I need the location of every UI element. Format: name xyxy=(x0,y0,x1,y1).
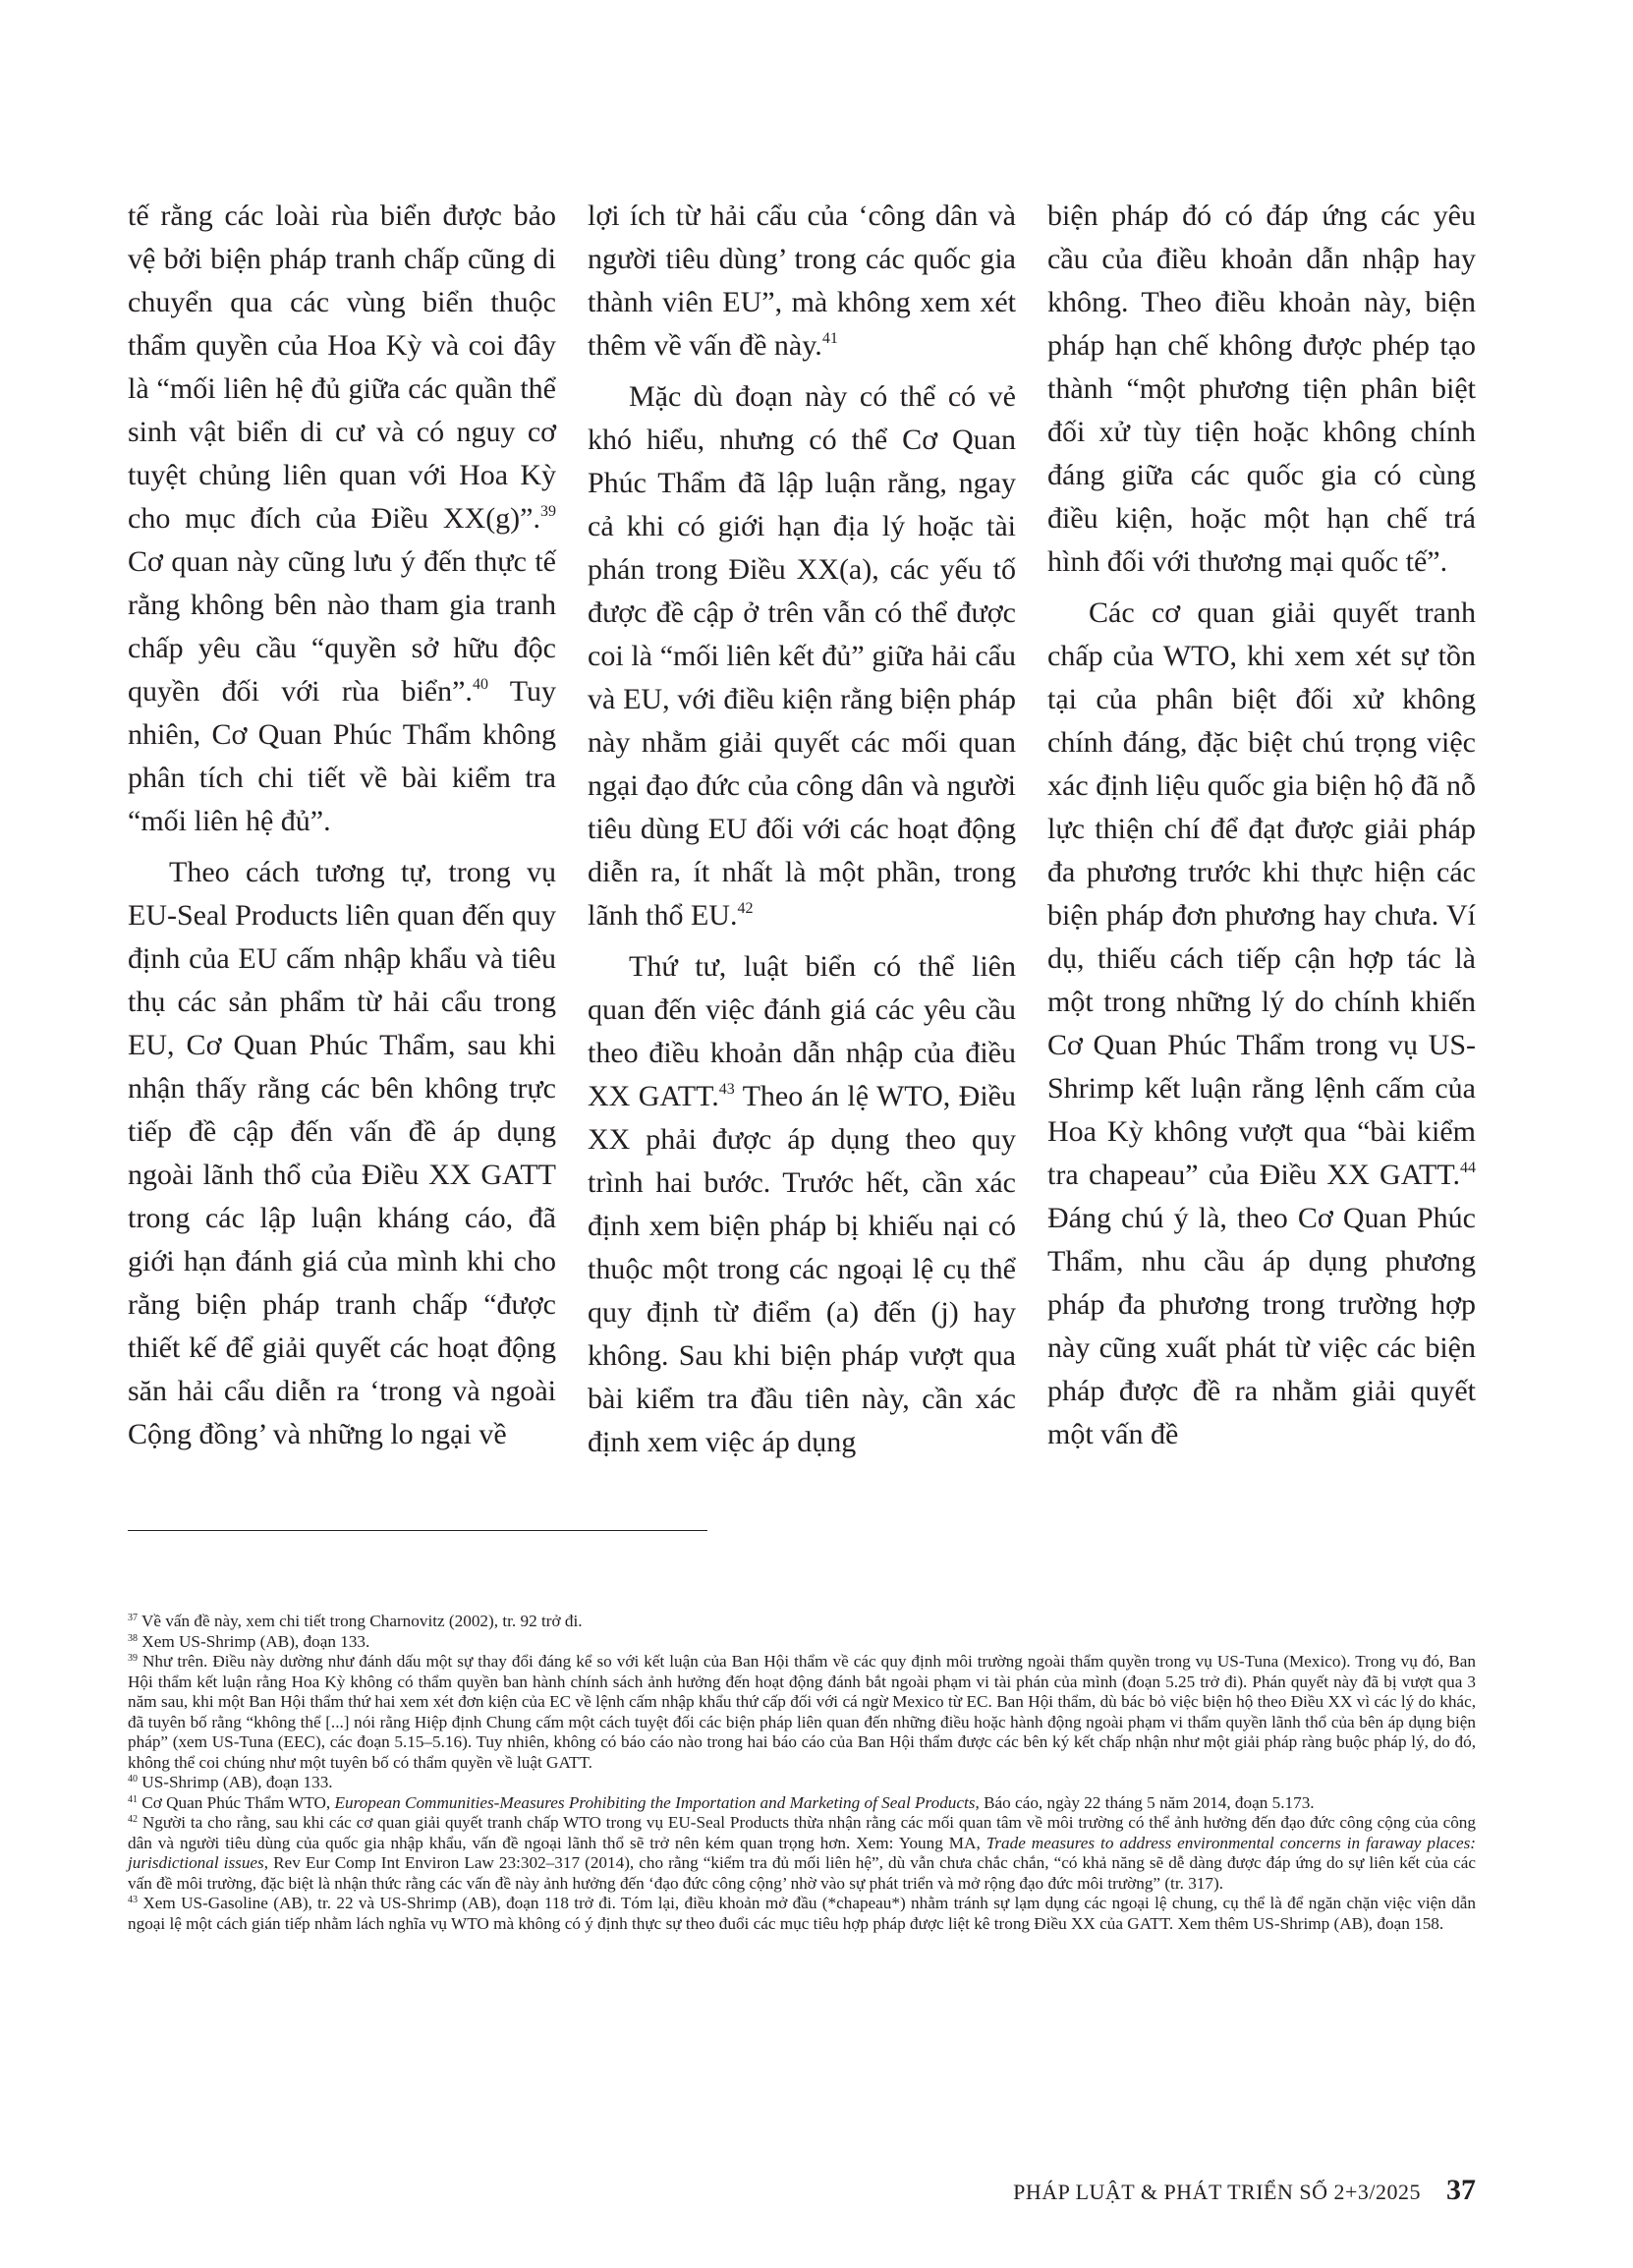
footnote-42: $^{42}$ Người ta cho rằng, sau khi các cơ quan giải quyết tranh chấp WTO trong vụ EU-Seal Products thừa nhận rằng các mối quan tâm về môi trường có thể ảnh hưởng đến đạo đức công cộng của công dân và người tiêu dùng của quốc gia nhập khẩu, vấn đề ngoại lãnh thổ sẽ trở nên kém quan trọng hơn. Xem: Young MA, Trade measures to address environmental concerns in faraway places: jurisdictional issues, Rev Eur Comp Int Environ Law 23:302–317 (2014), cho rằng “kiểm tra đủ mối liên hệ”, dù vẫn chưa chắc chắn, “có khả năng sẽ dễ dàng được đáp ứng do sự liên kết của các vấn đề môi trường, đặc biệt là nhận thức rằng các vấn đề này ảnh hưởng đến ‘đạo đức công cộng’ nhờ vào sự phát triển và mở rộng đạo đức môi trường” (tr. 317). xyxy=(128,1813,1476,1893)
footnote-38: $^{38}$ Xem US-Shrimp (AB), đoạn 133. xyxy=(128,1631,370,1651)
footnote-41: $^{41}$ Cơ Quan Phúc Thẩm WTO, European Communities-Measures Prohibiting the Importation and Marketing of Seal Products, Báo cáo, ngày 22 tháng 5 năm 2014, đoạn 5.173. xyxy=(128,1792,1315,1812)
column-3 xyxy=(1047,195,1476,1462)
paragraph: Thứ tư, luật biển có thể liên quan đến việc đánh giá các yêu cầu theo điều khoản dẫn nhập của điều XX GATT.$^{43}$ Theo án lệ WTO, Điều XX phải được áp dụng theo quy trình hai bước. Trước hết, cần xác định xem biện pháp bị khiếu nại có thuộc một trong các ngoại lệ cụ thể quy định từ điểm (a) đến (j) hay không. Sau khi biện pháp vượt qua bài kiểm tra đầu tiên này, cần xác định xem việc áp dụng xyxy=(588,950,1016,1458)
paragraph: Theo cách tương tự, trong vụ EU-Seal Products liên quan đến quy định của EU cấm nhập khẩu và tiêu thụ các sản phẩm từ hải cẩu trong EU, Cơ Quan Phúc Thẩm, sau khi nhận thấy rằng các bên không trực tiếp đề cập đến vấn đề áp dụng ngoài lãnh thổ của Điều XX GATT trong các lập luận kháng cáo, đã giới hạn đánh giá của mình khi cho rằng biện pháp tranh chấp “được thiết kế để giải quyết các hoạt động săn hải cẩu diễn ra ‘trong và ngoài Cộng đồng’ và những lo ngại về xyxy=(128,856,556,1450)
footnote-ref-44: 44 xyxy=(1460,1160,1476,1176)
paragraph: tế rằng các loài rùa biển được bảo vệ bởi biện pháp tranh chấp cũng di chuyển qua các vùng biển thuộc thẩm quyền của Hoa Kỳ và coi đây là “mối liên hệ đủ giữa các quần thể sinh vật biển di cư và có nguy cơ tuyệt chủng liên quan với Hoa Kỳ cho mục đích của Điều XX(g)”.$^{39}$ Cơ quan này cũng lưu ý đến thực tế rằng không bên nào tham gia tranh chấp yêu cầu “quyền sở hữu độc quyền đối với rùa biển”.$^{40}$ Tuy nhiên, Cơ Quan Phúc Thẩm không phân tích chi tiết về bài kiểm tra “mối liên hệ đủ”. xyxy=(128,199,556,837)
footnote-43: $^{43}$ Xem US-Gasoline (AB), tr. 22 và US-Shrimp (AB), đoạn 118 trở đi. Tóm lại, điều khoản mở đầu (*chapeau*) nhằm tránh sự lạm dụng các ngoại lệ chung, cụ thể là để ngăn chặn việc viện dẫn ngoại lệ một cách gián tiếp nhằm lách nghĩa vụ WTO mà không có ý định thực sự theo đuổi các mục tiêu hợp pháp được liệt kê trong Điều XX của GATT. Xem thêm US-Shrimp (AB), đoạn 158. xyxy=(128,1894,1476,1933)
footnote-ref-43: 43 xyxy=(718,1081,735,1098)
page-number: 37 xyxy=(1446,2174,1476,2206)
footnotes xyxy=(128,1612,1476,1934)
paragraph: Mặc dù đoạn này có thể có vẻ khó hiểu, nhưng có thể Cơ Quan Phúc Thẩm đã lập luận rằng, ngay cả khi có giới hạn địa lý hoặc tài phán trong Điều XX(a), các yếu tố được đề cập ở trên vẫn có thể được coi là “mối liên kết đủ” giữa hải cẩu và EU, với điều kiện rằng biện pháp này nhằm giải quyết các mối quan ngại đạo đức của công dân và người tiêu dùng EU đối với các hoạt động diễn ra, ít nhất là một phần, trong lãnh thổ EU.$^{42}$ xyxy=(588,380,1016,932)
paragraph: lợi ích từ hải cẩu của ‘công dân và người tiêu dùng’ trong các quốc gia thành viên EU”, mà không xem xét thêm về vấn đề này.$^{41}$ xyxy=(588,199,1016,362)
paragraph: biện pháp đó có đáp ứng các yêu cầu của điều khoản dẫn nhập hay không. Theo điều khoản này, biện pháp hạn chế không được phép tạo thành “một phương tiện phân biệt đối xử tùy tiện hoặc không chính đáng giữa các quốc gia có cùng điều kiện, hoặc một hạn chế trá hình đối với thương mại quốc tế”. xyxy=(1047,199,1476,578)
footnote-ref-41: 41 xyxy=(821,330,838,347)
footnote-ref-42: 42 xyxy=(737,900,754,917)
column-1 xyxy=(128,195,556,1462)
paragraph: Các cơ quan giải quyết tranh chấp của WTO, khi xem xét sự tồn tại của phân biệt đối xử không chính đáng, đặc biệt chú trọng việc xác định liệu quốc gia biện hộ đã nỗ lực thiện chí để đạt được giải pháp đa phương trước khi thực hiện các biện pháp đơn phương hay chưa. Ví dụ, thiếu cách tiếp cận hợp tác là một trong những lý do chính khiến Cơ Quan Phúc Thẩm trong vụ US-Shrimp kết luận rằng lệnh cấm của Hoa Kỳ không vượt qua “bài kiểm tra chapeau” của Điều XX GATT.$^{44}$ Đáng chú ý là, theo Cơ Quan Phúc Thẩm, nhu cầu áp dụng phương pháp đa phương trong trường hợp này cũng xuất phát từ việc các biện pháp được đề ra nhằm giải quyết một vấn đề xyxy=(1047,596,1476,1450)
footnote-ref-39: 39 xyxy=(540,503,556,520)
footnote-39: $^{39}$ Như trên. Điều này dường như đánh dấu một sự thay đổi đáng kể so với kết luận của Ban Hội thẩm về các quy định môi trường ngoài thẩm quyền trong vụ US-Tuna (Mexico). Trong vụ đó, Ban Hội thẩm kết luận rằng Hoa Kỳ không có thẩm quyền ban hành chính sách ảnh hưởng đến hoạt động đánh bắt ngoài phạm vi tài phán của mình (đoạn 5.25 trở đi). Phán quyết này đã bị vượt qua 3 năm sau, khi một Ban Hội thẩm thứ hai xem xét đơn kiện của EC về lệnh cấm nhập khẩu thứ cấp đối với cá ngừ Mexico từ EC. Ban Hội thẩm, dù bác bỏ việc biện hộ theo Điều XX vì các lý do khác, đã tuyên bố rằng “không thể [...] nói rằng Hiệp định Chung cấm một cách tuyệt đối các biện pháp liên quan đến những điều hoặc hành động ngoài phạm vi thẩm quyền lãnh thổ của bên áp dụng biện pháp” (xem US-Tuna (EEC), các đoạn 5.15–5.16). Tuy nhiên, không có báo cáo nào trong hai báo cáo của Ban Hội thẩm được các bên ký kết chấp nhận như một giải pháp ràng buộc pháp lý, do đó, không thể coi chúng như một tuyên bố có thẩm quyền về luật GATT. xyxy=(128,1652,1476,1772)
journal-title: PHÁP LUẬT & PHÁT TRIỂN SỐ 2+3/2025 xyxy=(1013,2180,1421,2204)
footnote-40: $^{40}$ US-Shrimp (AB), đoạn 133. xyxy=(128,1773,333,1791)
footnote-separator xyxy=(128,1530,707,1531)
column-2 xyxy=(588,195,1016,1462)
footnote-37: $^{37}$ Về vấn đề này, xem chi tiết trong Charnovitz (2002), tr. 92 trở đi. xyxy=(128,1612,583,1630)
body-columns xyxy=(128,195,1476,1462)
page-footer xyxy=(1013,2174,1476,2213)
footnote-ref-40: 40 xyxy=(472,676,488,693)
